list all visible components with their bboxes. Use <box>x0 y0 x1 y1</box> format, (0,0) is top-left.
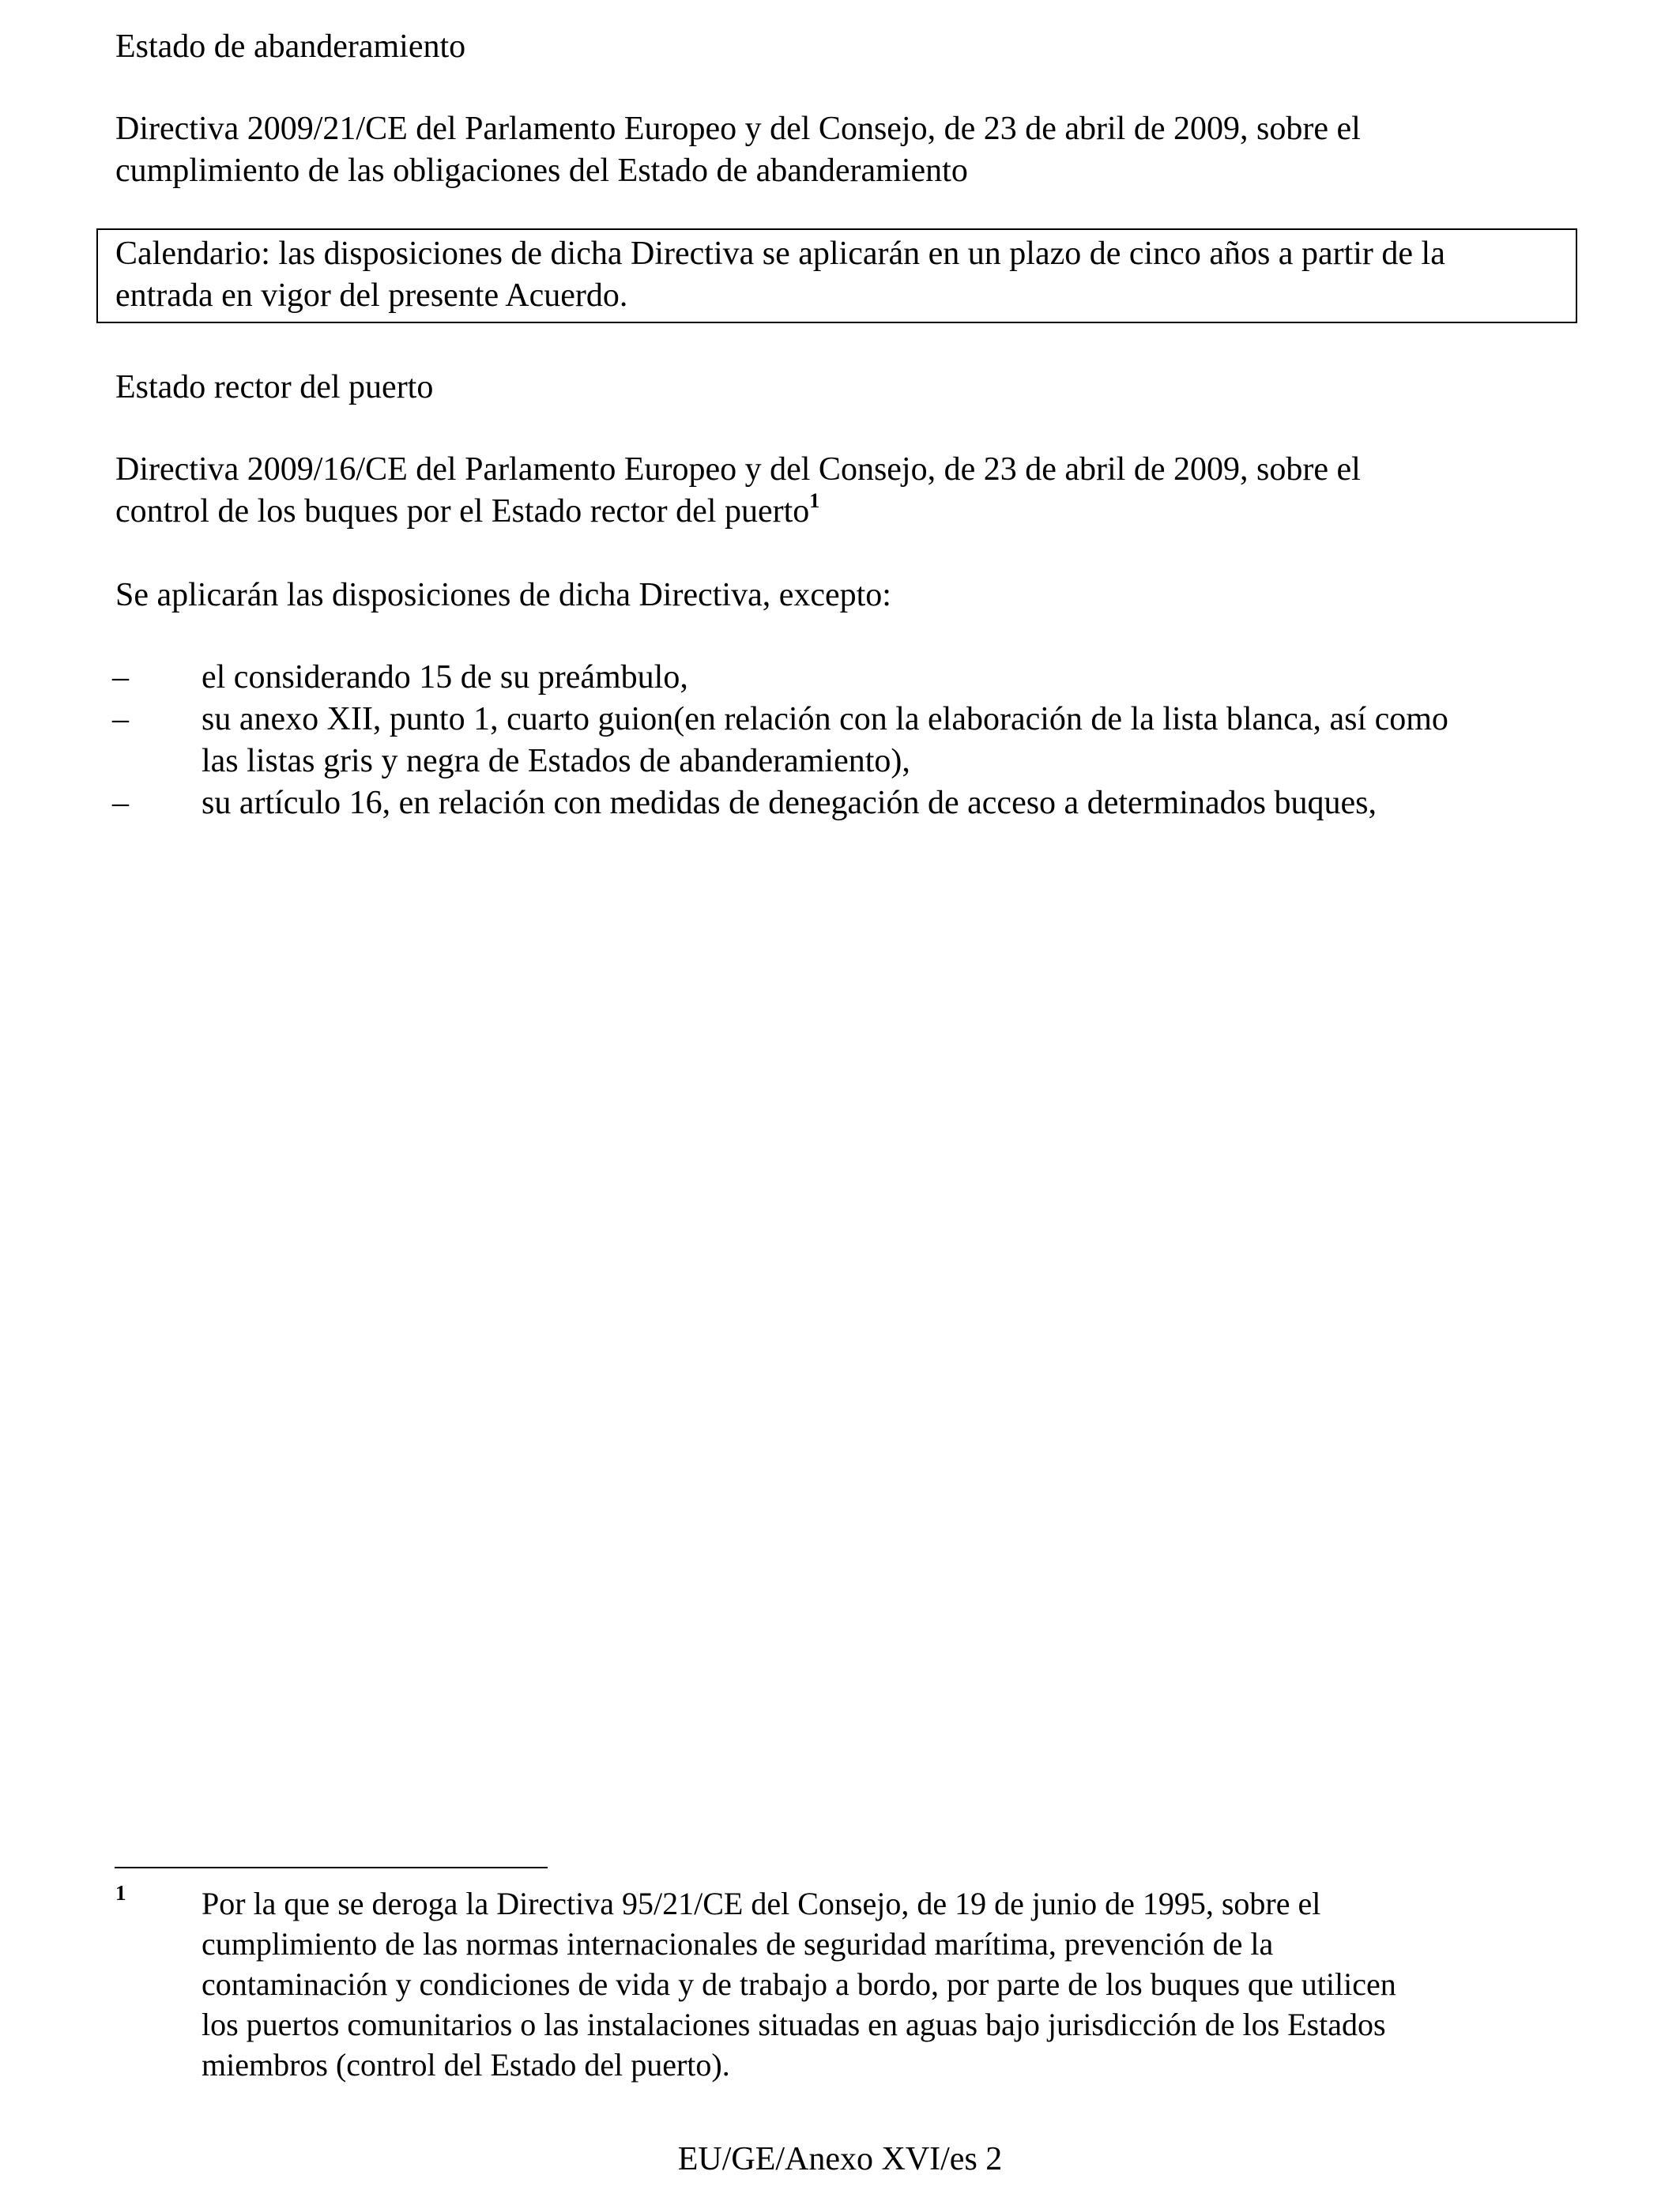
calendar-box <box>96 228 1577 323</box>
footnote-number: 1 <box>115 1881 126 1905</box>
list-dash-2: – <box>112 701 129 737</box>
footnote-line-3: contaminación y condiciones de vida y de trabajo a bordo, por parte de los buques que utilicen <box>202 1966 1396 2002</box>
footnote-separator <box>115 1867 548 1868</box>
footnote-line-5: miembros (control del Estado del puerto). <box>202 2047 730 2083</box>
list-item-3: su artículo 16, en relación con medidas de denegación de acceso a determinados buques, <box>202 785 1377 821</box>
calendar-line-1: Calendario: las disposiciones de dicha Directiva se aplicarán en un plazo de cinco años a partir de la <box>115 236 1445 272</box>
footnote-line-2: cumplimiento de las normas internacionales de seguridad marítima, prevención de la <box>202 1926 1274 1962</box>
list-item-1: el considerando 15 de su preámbulo, <box>202 659 688 696</box>
flag-directive-line-1: Directiva 2009/21/CE del Parlamento Europeo y del Consejo, de 23 de abril de 2009, sobre el <box>115 111 1361 147</box>
calendar-line-2: entrada en vigor del presente Acuerdo. <box>115 277 628 314</box>
port-directive-line-2 <box>115 491 819 533</box>
list-item-2-line-2: las listas gris y negra de Estados de abanderamiento), <box>202 743 910 779</box>
exceptions-intro: Se aplicarán las disposiciones de dicha Directiva, excepto: <box>115 577 891 613</box>
footnote-line-1: Por la que se deroga la Directiva 95/21/CE del Consejo, de 19 de junio de 1995, sobre el <box>202 1886 1321 1921</box>
list-dash-1: – <box>112 659 129 696</box>
list-item-2-line-1: su anexo XII, punto 1, cuarto guion(en relación con la elaboración de la lista blanca, así como <box>202 701 1448 737</box>
list-dash-3: – <box>112 785 129 821</box>
port-directive-line-2-text: control de los buques por el Estado rector del puerto <box>115 493 810 530</box>
port-directive-line-1: Directiva 2009/16/CE del Parlamento Europeo y del Consejo, de 23 de abril de 2009, sobre el <box>115 451 1361 488</box>
flag-state-heading: Estado de abanderamiento <box>115 28 466 65</box>
footnote-line-4: los puertos comunitarios o las instalaciones situadas en aguas bajo jurisdicción de los Estados <box>202 2007 1386 2042</box>
footnote-reference: 1 <box>809 489 820 512</box>
port-state-heading: Estado rector del puerto <box>115 369 434 405</box>
page-footer: EU/GE/Anexo XVI/es 2 <box>677 2141 1003 2177</box>
flag-directive-line-2: cumplimiento de las obligaciones del Estado de abanderamiento <box>115 153 968 189</box>
